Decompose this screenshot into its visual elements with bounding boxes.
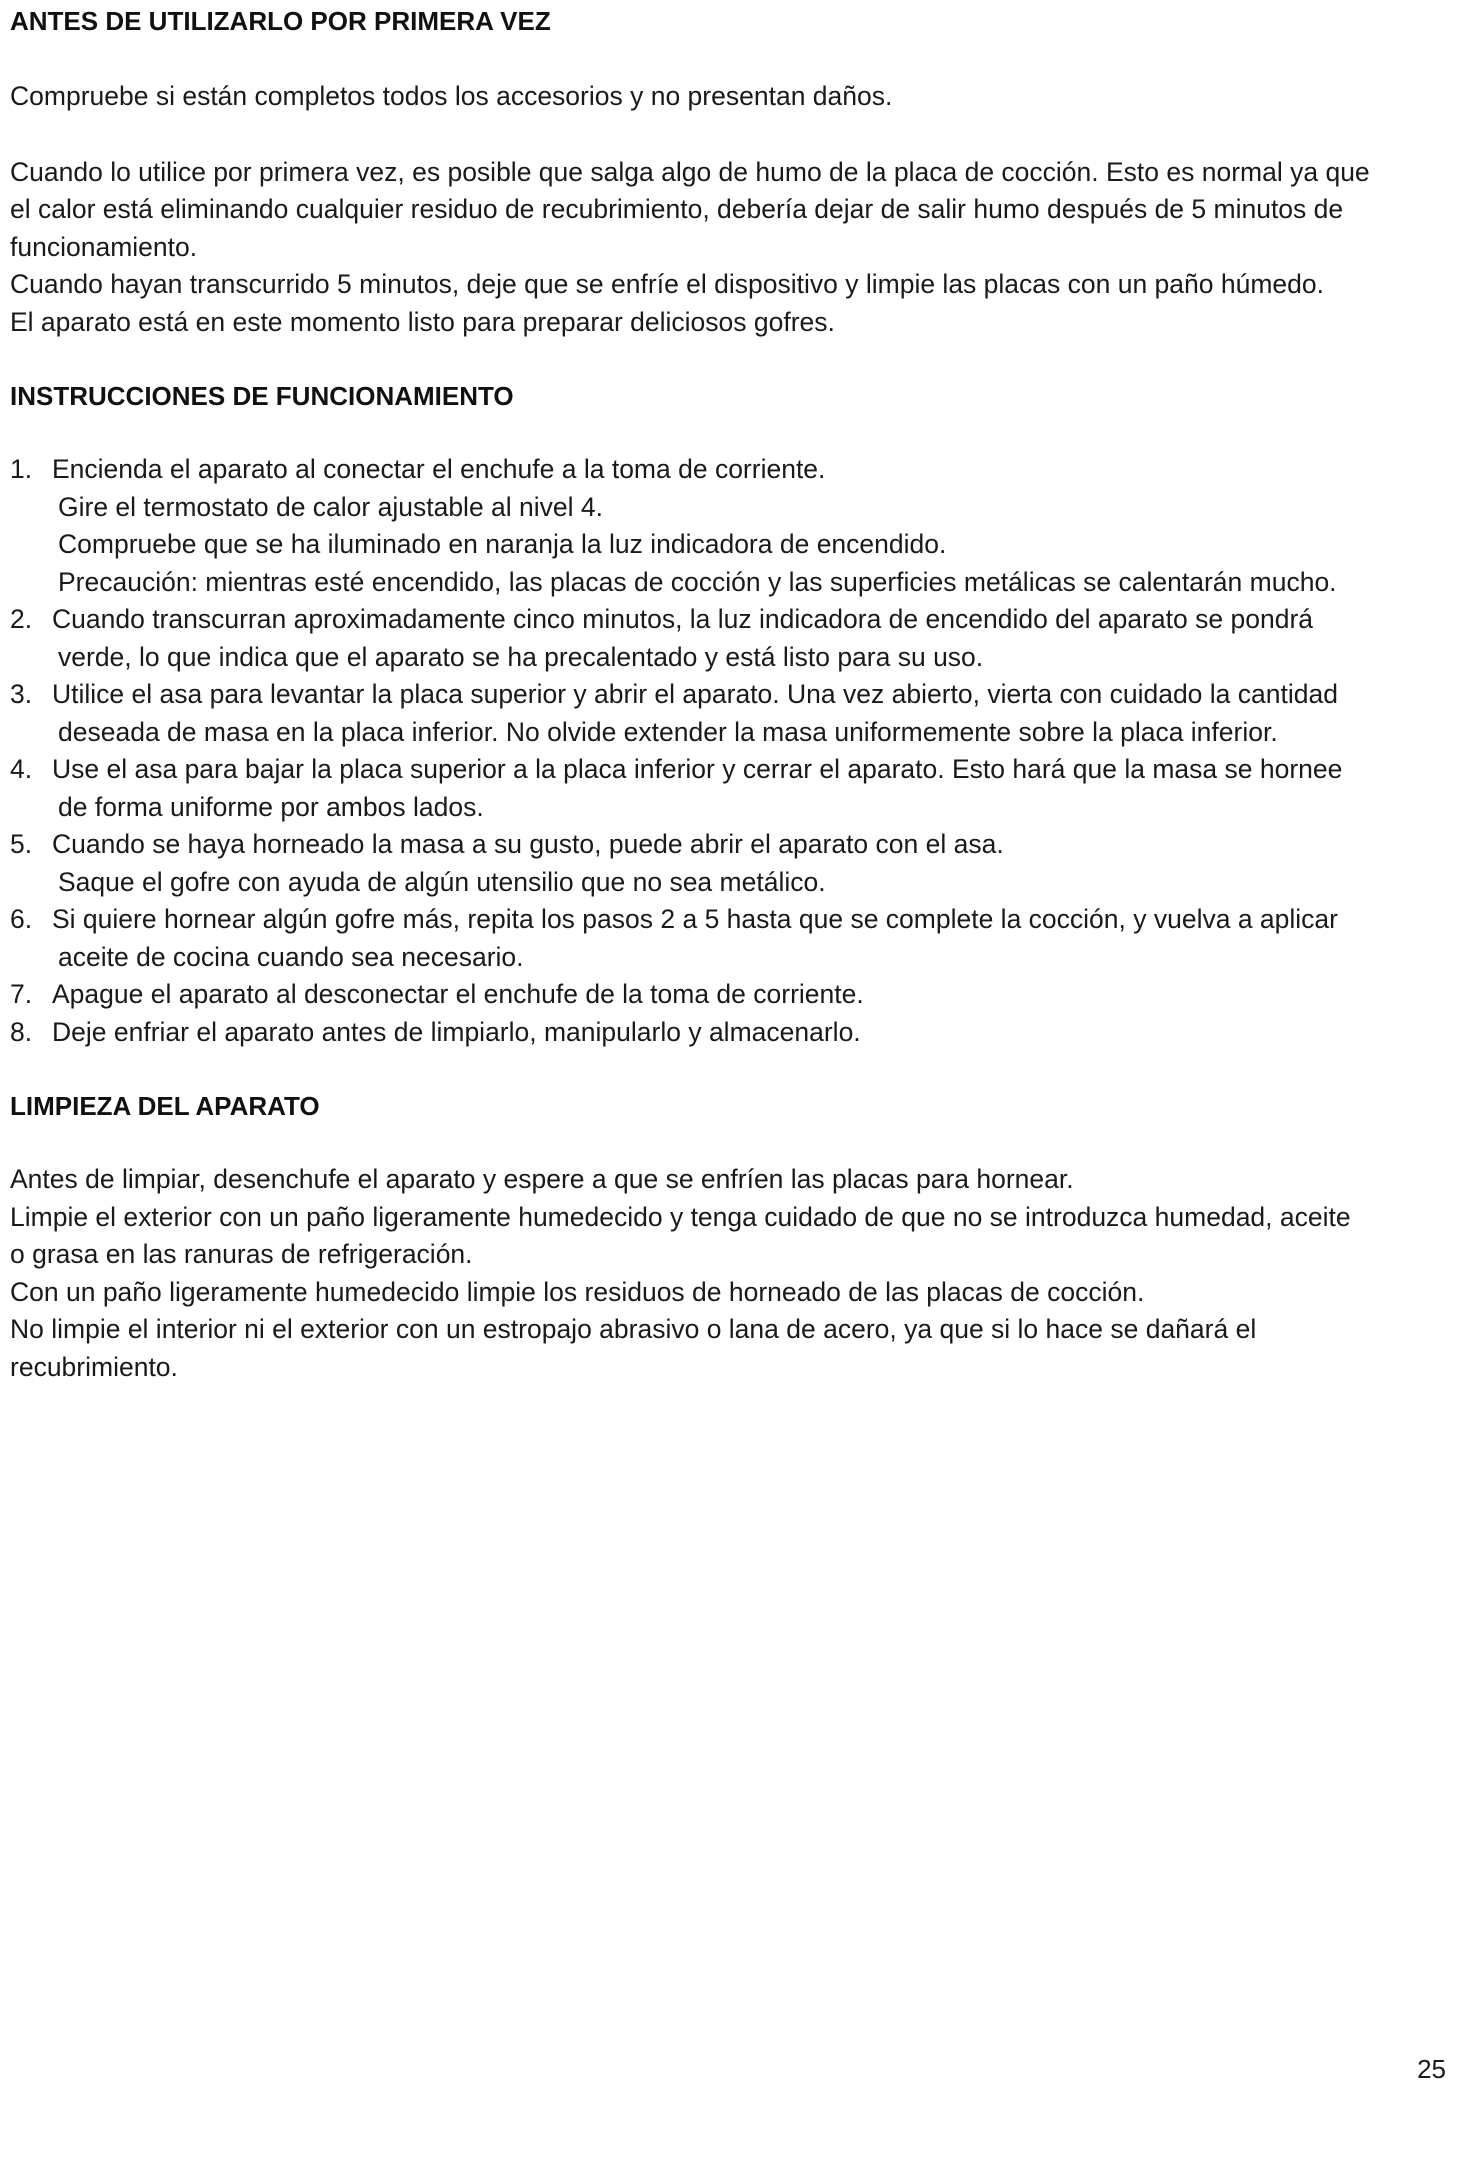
step-text: Precaución: mientras esté encendido, las placas de cocción y las superficies metálicas se calentarán mucho.	[58, 566, 1337, 597]
paragraph-cleaning-line-2: Limpie el exterior con un paño ligeramente humedecido y tenga cuidado de que no se introduzca humedad, aceite	[10, 1201, 1351, 1232]
list-item	[10, 601, 1462, 676]
paragraph-accessories: Compruebe si están completos todos los accesorios y no presentan daños.	[10, 81, 893, 111]
step-number: 5.	[10, 829, 33, 859]
step-text: Deje enfriar el aparato antes de limpiarlo, manipularlo y almacenarlo.	[52, 1016, 861, 1047]
list-item	[10, 901, 1462, 976]
step-text: Cuando transcurran aproximadamente cinco minutos, la luz indicadora de encendido del aparato se pondrá	[52, 604, 1314, 634]
step-number: 7.	[10, 979, 33, 1009]
section-title-cleaning: LIMPIEZA DEL APARATO	[10, 1091, 320, 1121]
paragraph-smoke-line-2: el calor está eliminando cualquier residuo de recubrimiento, debería dejar de salir humo después de 5 minutos de	[10, 194, 1344, 224]
step-number: 3.	[10, 679, 33, 709]
step-text: Gire el termostato de calor ajustable al nivel 4.	[58, 491, 603, 522]
list-item	[10, 1014, 1462, 1052]
step-number: 8.	[10, 1016, 33, 1047]
step-text: Saque el gofre con ayuda de algún utensilio que no sea metálico.	[58, 866, 826, 897]
step-text: Cuando se haya horneado la masa a su gusto, puede abrir el aparato con el asa.	[52, 829, 1004, 859]
paragraph-ready: El aparato está en este momento listo para preparar deliciosos gofres.	[10, 306, 835, 337]
step-text: aceite de cocina cuando sea necesario.	[58, 941, 524, 972]
list-item	[10, 751, 1462, 826]
paragraph-cleaning-line-4: Con un paño ligeramente humedecido limpie los residuos de horneado de las placas de cocción.	[10, 1276, 1145, 1307]
page-number: 25	[1417, 2054, 1446, 2084]
step-text: Compruebe que se ha iluminado en naranja la luz indicadora de encendido.	[58, 529, 947, 559]
paragraph-cleaning-line-5: No limpie el interior ni el exterior con un estropajo abrasivo o lana de acero, ya que si lo hace se dañará el	[10, 1314, 1257, 1344]
step-text: Apague el aparato al desconectar el enchufe de la toma de corriente.	[52, 979, 864, 1009]
document-page	[10, 0, 1462, 1386]
step-number: 1.	[10, 454, 33, 484]
steps-list	[10, 451, 1462, 1051]
paragraph-cleaning-line-6: recubrimiento.	[10, 1351, 178, 1382]
paragraph-cleaning-line-3: o grasa en las ranuras de refrigeración.	[10, 1239, 473, 1269]
list-item	[10, 451, 1462, 601]
section-title-first-use: ANTES DE UTILIZARLO POR PRIMERA VEZ	[10, 6, 551, 36]
step-number: 4.	[10, 754, 33, 784]
paragraph-smoke-line-1: Cuando lo utilice por primera vez, es posible que salga algo de humo de la placa de cocción. Esto es normal ya que	[10, 156, 1370, 187]
paragraph-smoke-line-3: funcionamiento.	[10, 231, 198, 262]
step-number: 6.	[10, 904, 33, 934]
step-text: Use el asa para bajar la placa superior a la placa inferior y cerrar el aparato. Esto hará que la masa se hornee	[52, 754, 1343, 784]
list-item	[10, 826, 1462, 901]
section-title-operating-instructions: INSTRUCCIONES DE FUNCIONAMIENTO	[10, 381, 514, 411]
paragraph-cool-down: Cuando hayan transcurrido 5 minutos, deje que se enfríe el dispositivo y limpie las placas con un paño húmedo.	[10, 269, 1325, 299]
step-number: 2.	[10, 604, 33, 634]
paragraph-cleaning-line-1: Antes de limpiar, desenchufe el aparato y espere a que se enfríen las placas para hornear.	[10, 1164, 1074, 1194]
step-text: deseada de masa en la placa inferior. No olvide extender la masa uniformemente sobre la placa inferior.	[58, 716, 1278, 747]
list-item	[10, 676, 1462, 751]
step-text: Encienda el aparato al conectar el enchufe a la toma de corriente.	[52, 454, 826, 484]
list-item	[10, 976, 1462, 1014]
step-text: Si quiere hornear algún gofre más, repita los pasos 2 a 5 hasta que se complete la cocción, y vuelva a aplicar	[52, 904, 1338, 934]
step-text: de forma uniforme por ambos lados.	[58, 791, 484, 822]
step-text: verde, lo que indica que el aparato se ha precalentado y está listo para su uso.	[58, 641, 984, 672]
step-text: Utilice el asa para levantar la placa superior y abrir el aparato. Una vez abierto, vierta con cuidado la cantidad	[52, 679, 1338, 709]
